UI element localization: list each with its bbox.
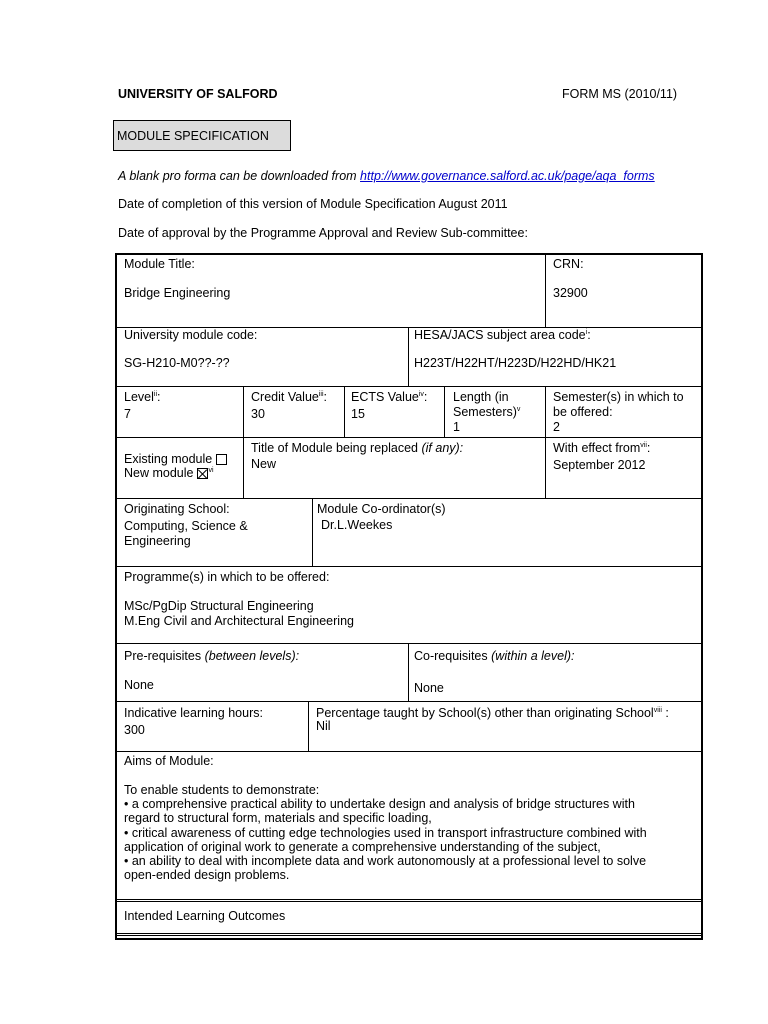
effect-label: With effect from$^{vii}$: (553, 441, 651, 455)
programmes-label: Programme(s) in which to be offered: (124, 570, 330, 584)
module-code-value: SG-H210-M0??-?? (124, 356, 230, 370)
semester-value: 2 (553, 420, 560, 434)
credit-label: Credit Value$^{iii}$: (251, 390, 328, 404)
ects-value: 15 (351, 407, 365, 421)
module-title-label: Module Title: (124, 257, 195, 271)
new-module-checkbox[interactable] (197, 468, 208, 479)
approval-date: Date of approval by the Programme Approval and Review Sub-committee: (118, 226, 528, 240)
module-title-value: Bridge Engineering (124, 286, 231, 300)
level-value: 7 (124, 407, 131, 421)
replaced-value: New (251, 457, 277, 471)
university-name: UNIVERSITY OF SALFORD (118, 87, 278, 101)
existing-module-checkbox[interactable] (216, 454, 227, 465)
coreq-label: Co-requisites (within a level): (414, 649, 575, 663)
percentage-label: Percentage taught by School(s) other than originating School$^{viii}$ : (316, 706, 669, 720)
semester-label: Semester(s) in which to be offered: (553, 390, 684, 419)
aims-text: To enable students to demonstrate: • a comprehensive practical ability to undertake design and analysis of bridge structures with regard to structural form, materials and specific loading, • critical awareness of cutting edge technologies used in transport infrastructure combined with application of original work to generate a comprehensive understanding of the subject, • an ability to deal with incomplete data and work autonomously at a professional level to solve open-ended design problems. (124, 783, 647, 883)
hesa-value: H223T/H22HT/H223D/H22HD/HK21 (414, 356, 617, 370)
effect-value: September 2012 (553, 458, 646, 472)
module-code-label: University module code: (124, 328, 258, 342)
crn-label: CRN: (553, 257, 584, 271)
hours-value: 300 (124, 723, 145, 737)
coreq-value: None (414, 681, 444, 695)
proforma-text: A blank pro forma can be downloaded from (118, 169, 361, 183)
percentage-value: Nil (316, 719, 331, 733)
prereq-value: None (124, 678, 154, 692)
hours-label: Indicative learning hours: (124, 706, 263, 720)
hesa-label: HESA/JACS subject area code$^i$: (414, 328, 591, 342)
length-value: 1 (453, 420, 460, 434)
module-specification-box: MODULE SPECIFICATION (113, 120, 291, 151)
module-form-table (115, 253, 703, 940)
credit-value: 30 (251, 407, 265, 421)
school-label: Originating School: (124, 502, 230, 516)
crn-value: 32900 (553, 286, 588, 300)
replaced-label: Title of Module being replaced (if any): (251, 441, 464, 455)
level-label: Level$^{ii}$: (124, 390, 161, 404)
completion-date: Date of completion of this version of Module Specification August 2011 (118, 197, 508, 211)
coordinator-label: Module Co-ordinator(s) (317, 502, 446, 516)
form-code: FORM MS (2010/11) (562, 87, 678, 101)
length-label: Length (in Semesters)$^v$ (453, 390, 521, 419)
new-module-option: New module $^{vi}$ (124, 466, 214, 480)
aims-label: Aims of Module: (124, 754, 214, 768)
ects-label: ECTS Value$^{iv}$: (351, 390, 428, 404)
school-value: Computing, Science & Engineering (124, 519, 248, 548)
proforma-link[interactable]: http://www.governance.salford.ac.uk/page/aqa_forms (360, 169, 655, 183)
coordinator-value: Dr.L.Weekes (321, 518, 393, 532)
proforma-line (118, 169, 655, 183)
prereq-label: Pre-requisites (between levels): (124, 649, 300, 663)
programmes-list: MSc/PgDip Structural Engineering M.Eng Civil and Architectural Engineering (124, 599, 354, 628)
existing-module-option: Existing module (124, 452, 227, 467)
ilo-label: Intended Learning Outcomes (124, 909, 286, 923)
